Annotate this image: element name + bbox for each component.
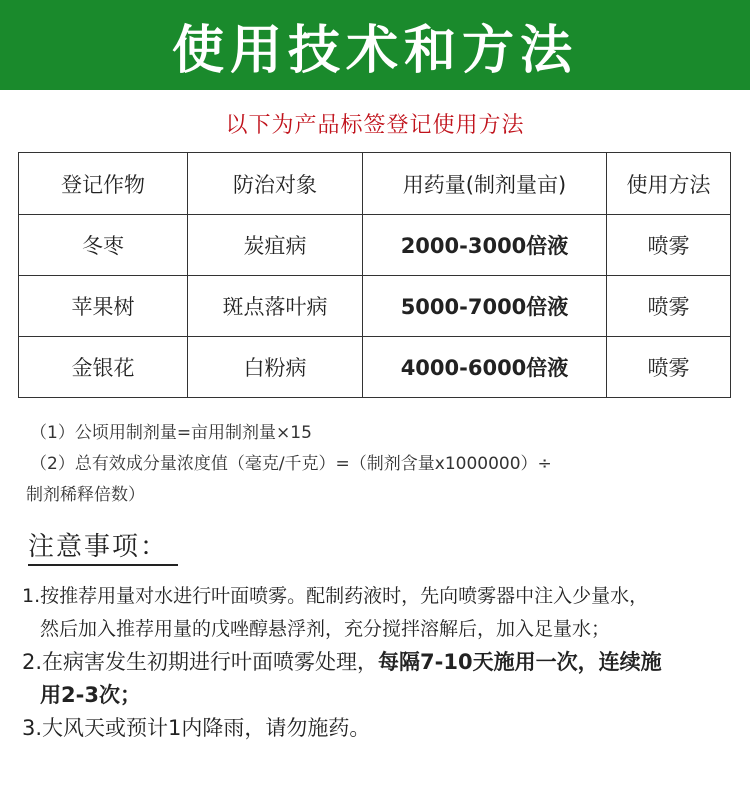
method-cell: 喷雾: [607, 276, 731, 337]
page-title: 使用技术和方法: [171, 20, 578, 81]
note-2-line-2: 制剂稀释倍数）: [26, 485, 145, 505]
subtitle: 以下为产品标签登记使用方法: [225, 113, 525, 138]
target-cell: 斑点落叶病: [188, 276, 363, 337]
caution-item-2: [22, 646, 734, 679]
caution-list: [22, 580, 734, 745]
caution-item-2-text: 2.在病害发生初期进行叶面喷雾处理，: [22, 650, 379, 674]
caution-item-1-line-2: 然后加入推荐用量的戊唑醇悬浮剂，充分搅拌溶解后，加入足量水；: [40, 618, 611, 640]
method-cell: 喷雾: [607, 337, 731, 398]
crop-cell: 金银花: [19, 337, 188, 398]
dose-cell: 4000-6000倍液: [363, 337, 607, 398]
caution-item-2-line-2: [22, 679, 734, 712]
note-1: （1）公顷用制剂量=亩用制剂量×15: [30, 423, 312, 443]
caution-item-1-line-1: 1.按推荐用量对水进行叶面喷雾。配制药液时，先向喷雾器中注入少量水，: [22, 585, 649, 607]
dose-cell: 5000-7000倍液: [363, 276, 607, 337]
crop-cell: 冬枣: [19, 215, 188, 276]
method-cell: 喷雾: [607, 215, 731, 276]
title-banner: [0, 0, 750, 90]
formula-notes: [26, 418, 720, 511]
registration-table: [18, 152, 731, 398]
table-row: [19, 337, 731, 398]
column-header-dose: 用药量(制剂量亩): [363, 153, 607, 215]
target-cell: 白粉病: [188, 337, 363, 398]
caution-item-3: 3.大风天或预计1内降雨，请勿施药。: [22, 716, 371, 740]
table-header-row: [19, 153, 731, 215]
crop-cell: 苹果树: [19, 276, 188, 337]
table-row: [19, 276, 731, 337]
column-header-target: 防治对象: [188, 153, 363, 215]
target-cell: 炭疽病: [188, 215, 363, 276]
column-header-method: 使用方法: [607, 153, 731, 215]
caution-item-2-emphasis: 每隔7-10天施用一次，连续施: [378, 650, 662, 674]
caution-heading: 注意事项：: [28, 530, 178, 566]
caution-item-2-emphasis-cont: 用2-3次；: [40, 683, 141, 707]
column-header-crop: 登记作物: [19, 153, 188, 215]
dose-cell: 2000-3000倍液: [363, 215, 607, 276]
note-2-line-1: （2）总有效成分量浓度值（毫克/千克）=（制剂含量x1000000）÷: [30, 454, 552, 474]
table-row: [19, 215, 731, 276]
